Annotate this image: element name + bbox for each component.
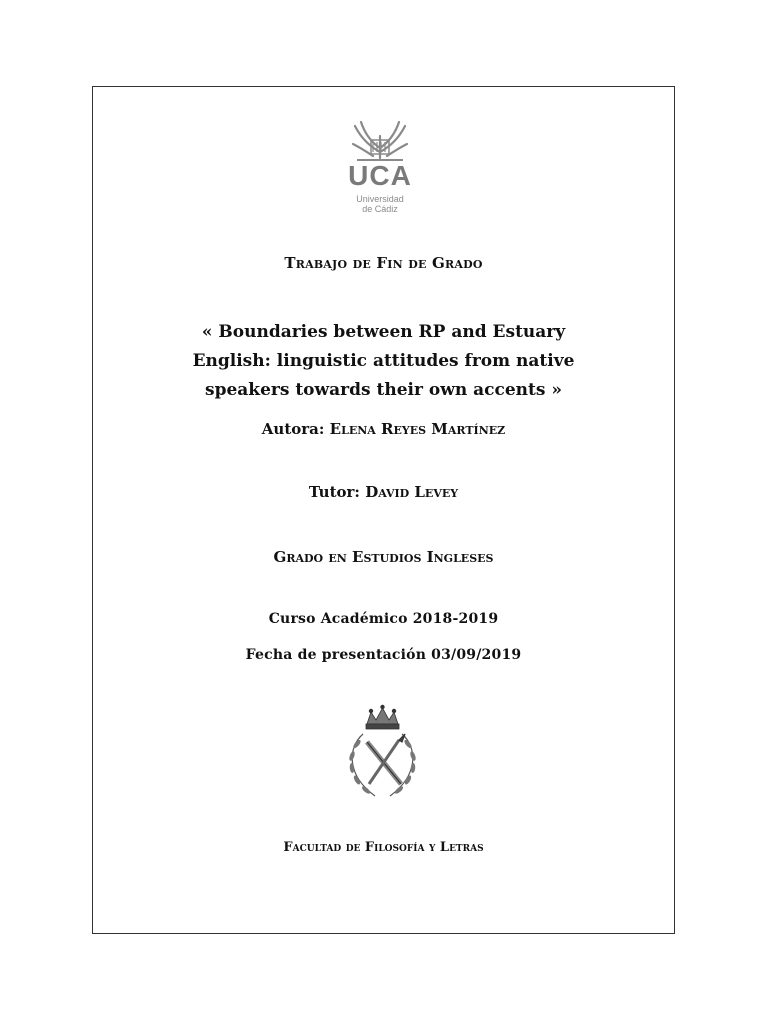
thesis-title-line3: speakers towards their own accents »	[205, 380, 562, 400]
thesis-title-line2: English: linguistic attitudes from native	[192, 351, 575, 371]
uca-subtitle-line2: de Cádiz	[362, 204, 398, 214]
uca-crest-icon	[347, 118, 413, 164]
uca-subtitle-line1: Universidad	[356, 194, 404, 204]
uca-logo	[335, 118, 425, 228]
author-name: Elena Reyes Martínez	[329, 420, 506, 438]
author-line	[92, 420, 675, 438]
faculty-name: Facultad de Filosofía y Letras	[283, 840, 484, 855]
degree-type: Trabajo de Fin de Grado	[284, 254, 483, 272]
faculty-seal-graphic	[335, 704, 430, 804]
thesis-title	[92, 318, 675, 405]
tutor-label: Tutor:	[308, 483, 360, 501]
degree-program: Grado en Estudios Ingleses	[273, 548, 494, 566]
tutor-name: David Levey	[365, 483, 459, 501]
submission-date: Fecha de presentación 03/09/2019	[245, 647, 522, 663]
academic-year: Curso Académico 2018-2019	[268, 611, 499, 627]
uca-logo-subtitle	[335, 194, 425, 214]
laurel-crown-seal-icon	[335, 704, 430, 804]
author-label: Autora:	[261, 420, 325, 438]
uca-logo-text: UCA	[348, 160, 412, 191]
thesis-title-line1: « Boundaries between RP and Estuary	[201, 322, 566, 342]
tutor-line	[92, 483, 675, 501]
